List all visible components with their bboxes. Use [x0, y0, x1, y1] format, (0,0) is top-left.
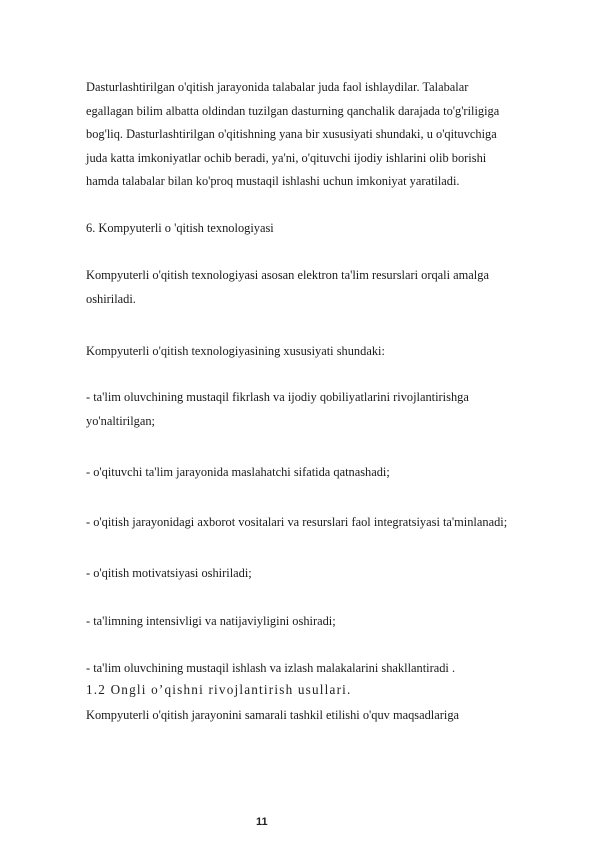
bullet-item: [86, 562, 566, 586]
text-line: Kompyuterli o'qitish texnologiyasi asosan elektron ta'lim resurslari orqali amalga: [86, 268, 489, 282]
bullet-item: [86, 386, 566, 433]
text-line: juda katta imkoniyatlar ochib beradi, ya'ni, o'qituvchi ijodiy ishlarini olib borishi: [86, 150, 487, 165]
text-line: - ta'lim oluvchining mustaqil ishlash va izlash malakalarini shakllantiradi .: [86, 661, 456, 675]
text-line: Kompyuterli o'qitish jarayonini samarali tashkil etilishi o'quv maqsadlariga: [86, 708, 460, 722]
bullet-item: [86, 461, 566, 485]
text-line: hamda talabalar bilan ko'proq mustaqil ishlashi uchun imkoniyat yaratiladi.: [86, 174, 460, 188]
text-line: - o'qituvchi ta'lim jarayonida maslahatchi sifatida qatnashadi;: [86, 465, 390, 479]
bullet-item: [86, 511, 566, 535]
page-number: 11: [256, 816, 268, 828]
paragraph-features-intro: [86, 340, 566, 364]
text-line: egallagan bilim albatta oldindan tuzilgan dasturning qanchalik darajada to'g'riligiga: [86, 103, 500, 118]
text-line: yo'naltirilgan;: [86, 413, 155, 428]
text-line: bog'liq. Dasturlashtirilgan o'qitishning yana bir xususiyati shundaki, u o'qituvchiga: [86, 127, 497, 141]
text-line: oshiriladi.: [86, 291, 136, 306]
text-line: - o'qitish jarayonidagi axborot vositalari va resurslari faol integratsiyasi ta'minlanadi;: [86, 515, 508, 529]
paragraph-programmed-learning: [86, 76, 566, 194]
bullet-item: [86, 657, 566, 681]
text-line: - ta'lim oluvchining mustaqil fikrlash va ijodiy qobiliyatlarini rivojlantirishga: [86, 390, 469, 404]
subheading: 1.2 Ongli o’qishni rivojlantirish usullari.: [86, 682, 352, 697]
text-line: - ta'limning intensivligi va natijaviyligini oshiradi;: [86, 614, 336, 628]
text-line: - o'qitish motivatsiyasi oshiriladi;: [86, 566, 252, 580]
text-line: Kompyuterli o'qitish texnologiyasining xususiyati shundaki:: [86, 344, 385, 358]
text-line: Dasturlashtirilgan o'qitish jarayonida talabalar juda faol ishlaydilar. Talabalar: [86, 80, 469, 94]
section-title-text: 6. Kompyuterli o 'qitish texnologiyasi: [86, 221, 274, 235]
paragraph-computer-learning: [86, 264, 566, 311]
bullet-item: [86, 610, 566, 634]
paragraph-closing: [86, 704, 566, 728]
section-title: [86, 217, 566, 241]
